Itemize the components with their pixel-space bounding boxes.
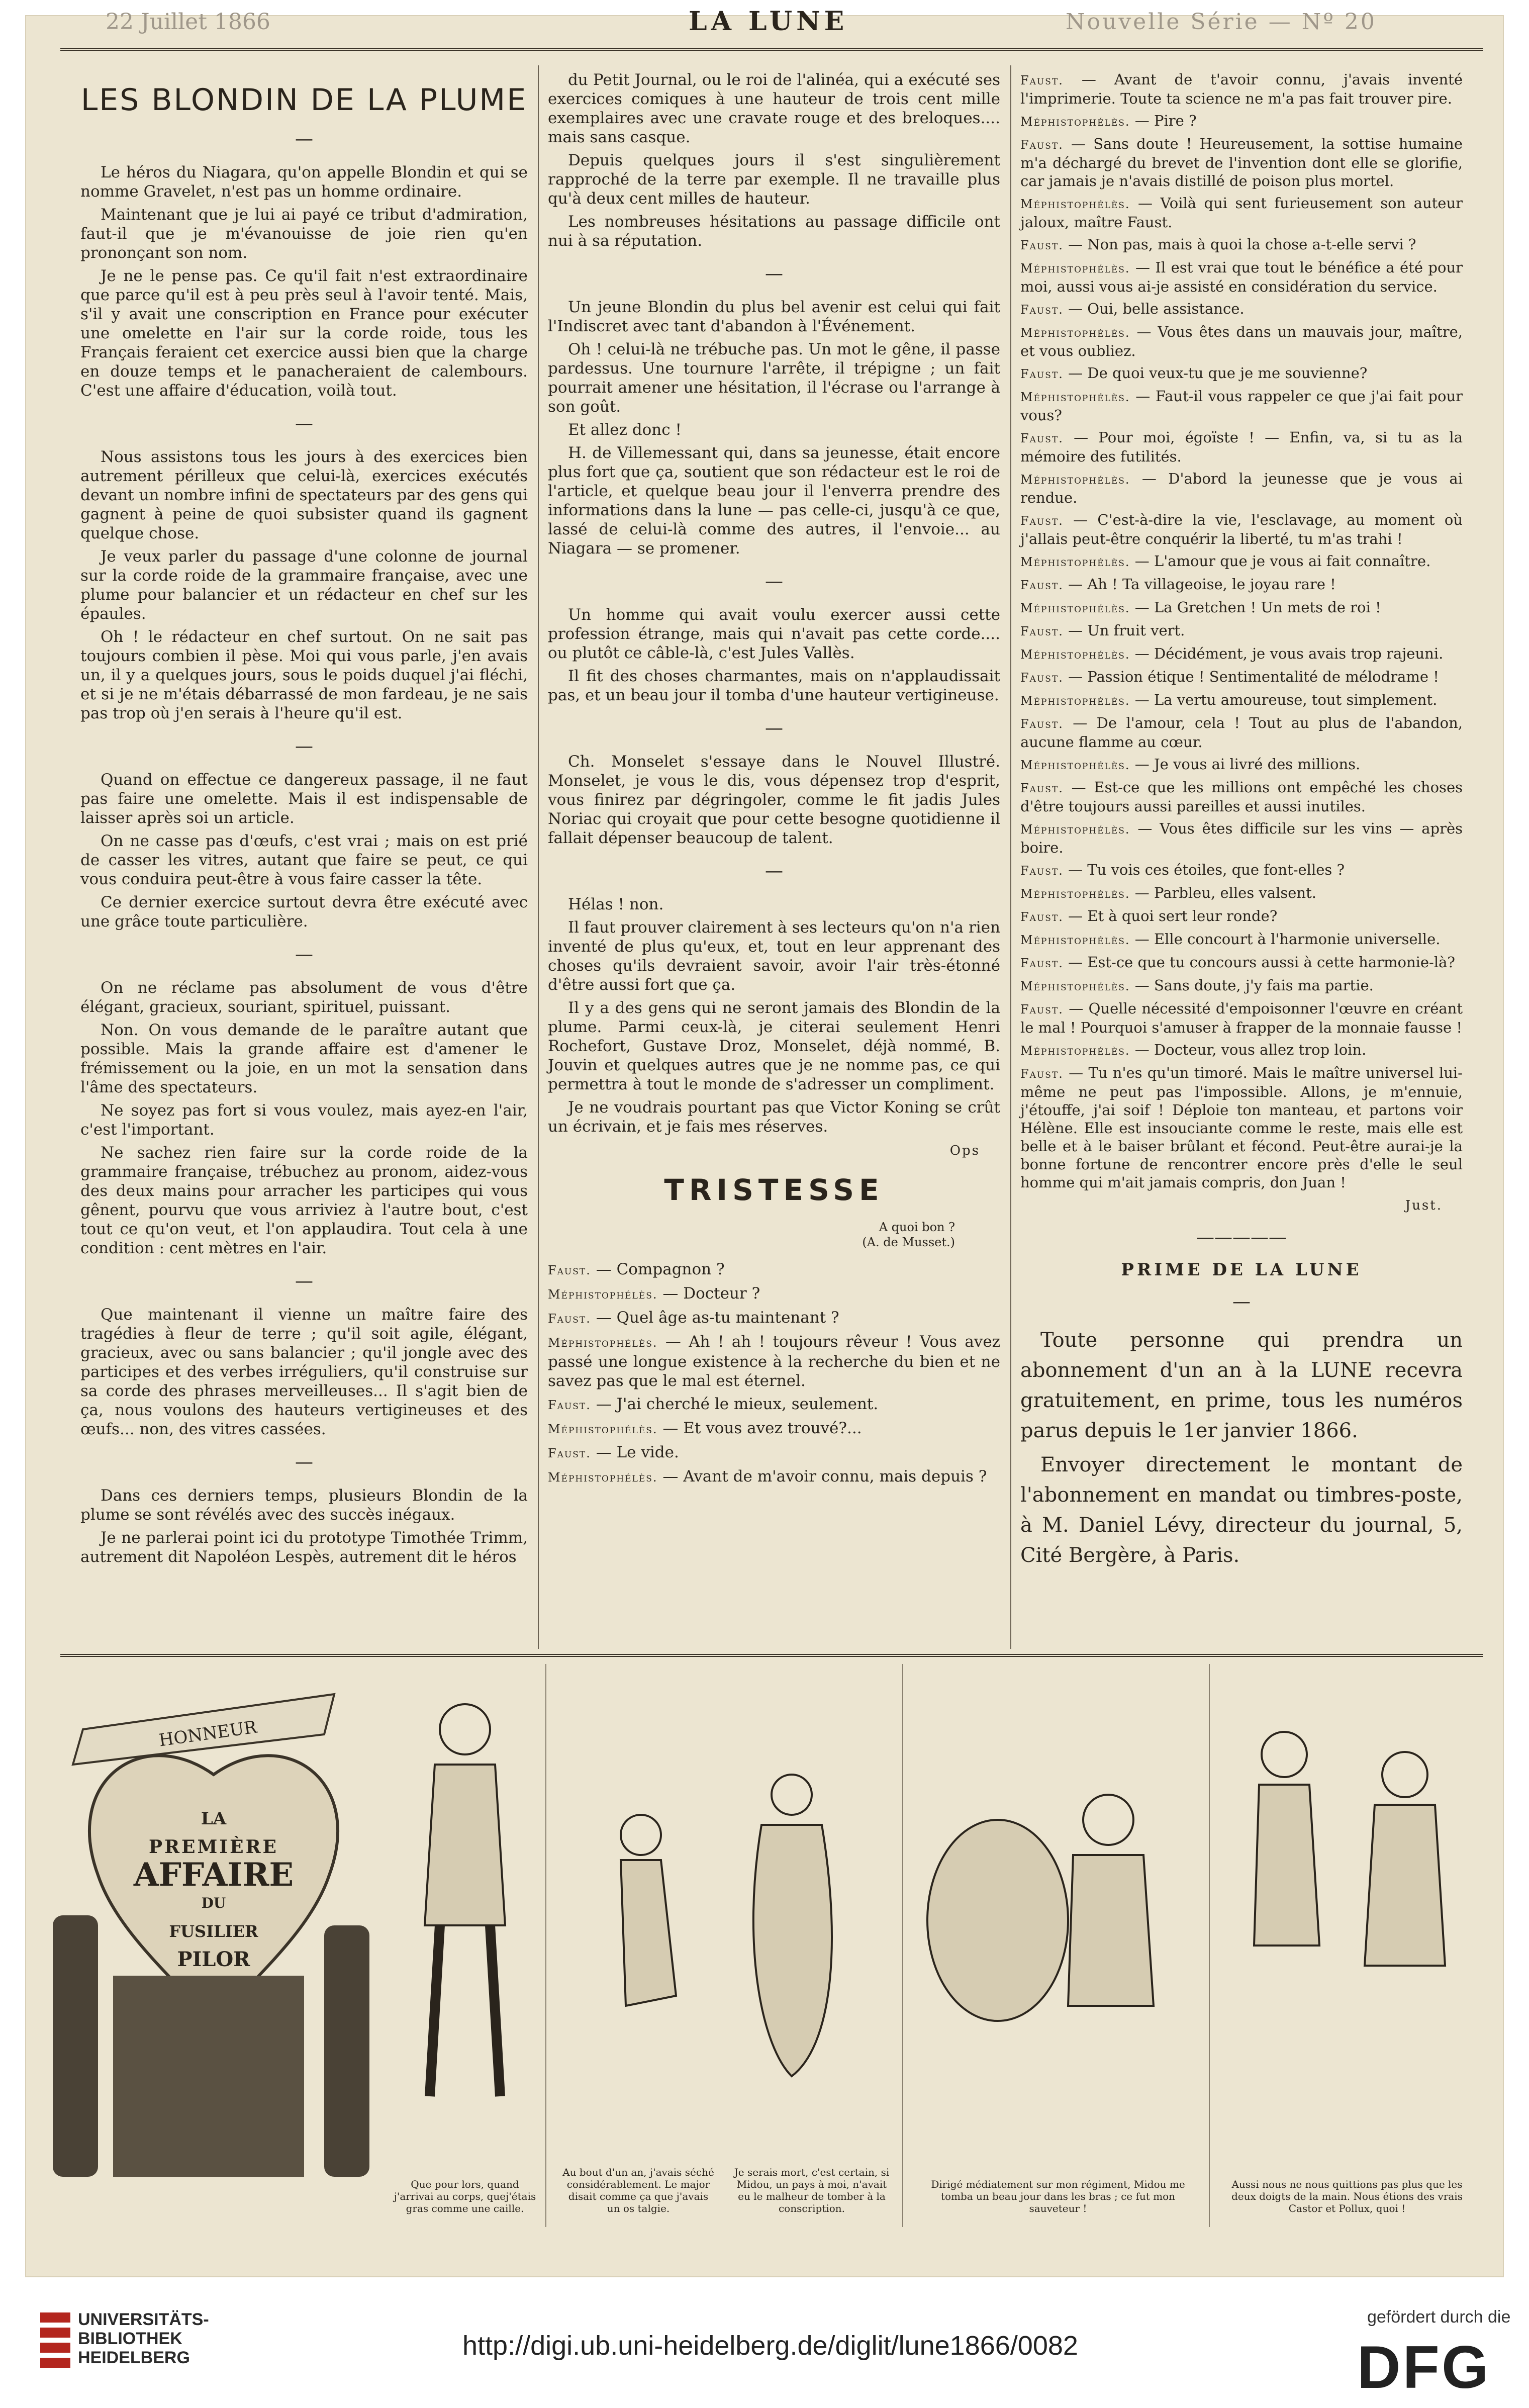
article-body-continued (548, 70, 1000, 1136)
line-text: — Faut-il vous rappeler ce que j'ai fait pour vous? (1020, 388, 1463, 424)
speaker: Faust. (548, 1263, 591, 1277)
caption-3: Je serais mort, c'est certain, si Midou, un pays à moi, n'avait eu le malheur de tomber à la conscription. (734, 2166, 890, 2214)
line-text: — Ah ! ah ! toujours rêveur ! Vous avez passé une longue existence à la recherche du bien et ne savez pas que le mal est éternel. (548, 1333, 1000, 1390)
column-3: Faust. — Avant de t'avoir connu, j'avais inventé l'imprimerie. Toute ta science ne m'a pas fait trouver pire. Méphistophélès. — Pire ? Faust. — Sans doute ! Heureusement, la sottise humaine m'a déchargé du brevet de l'invention dont elle se glorifie, car jamais je n'avais distillé de poison plus mortel. Méphistophélès. — Voilà qui sent furieusement son auteur jaloux, maître Faust. Faust. — Non pas, mais à quoi la chose a-t-elle servi ? Méphistophélès. — Il est vrai que tout le bénéfice a été pour moi, aussi vous ai-je assisté en considération du service. Faust. — Oui, belle assistance. Méphistophélès. — Vous êtes dans un mauvais jour, maître, et vous oubliez. Faust. — De quoi veux-tu que je me souvienne? Méphistophélès. — Faut-il vous rappeler ce que j'ai fait pour vous? Faust. — Pour moi, égoïste ! — Enfin, va, si tu as la mémoire des futilités. Méphistophélès. — D'abord la jeunesse que je vous ai rendue. Faust. — C'est-à-dire la vie, l'esclavage, au moment où j'allais peut-être conquérir la liberté, tu m'as trahi ! Méphistophélès. — L'amour que je vous ai fait connaître. Faust. — Ah ! Ta villageoise, le joyau rare ! Méphistophélès. — La Gretchen ! Un mets de roi ! Faust. — Un fruit vert. Méphistophélès. — Décidément, je vous avais trop rajeuni. Faust. — Passion étique ! Sentimentalité de mélodrame ! Méphistophélès. — La vertu amoureuse, tout simplement. Faust. — De l'amour, cela ! Tout au plus de l'abandon, aucune flamme au cœur. Méphistophélès. — Je vous ai livré des millions. Faust. — Est-ce que les millions ont empêché les choses d'être toujours aussi pareilles et aussi inutiles. Méphistophélès. — Vous êtes difficile sur les vins — après boire. Faust. — Tu vois ces étoiles, que font-elles ? Méphistophélès. — Parbleu, elles valsent. Faust. — Et à quoi sert leur ronde? Méphistophélès. — Elle concourt à l'harmonie universelle. Faust. — Est-ce que tu concours aussi à cette harmonie-là? Méphistophélès. — Sans doute, j'y fais ma partie. Faust. — Quelle nécessité d'empoisonner l'œuvre en créant le mal ! Pourquoi s'amuser à frapper de la monnaie fausse ! Méphistophélès. — Docteur, vous allez trop loin. Faust. — Tu n'es qu'un timoré. Mais le maître universel lui-même ne peut pas l'impossible. Allons, je m'ennuie, j'étouffe, j'ai soif ! Déploie ton manteau, et partons voir Hélène. Elle est insouciante comme le reste, mais elle est belle et à le baiser brûlant et fécond. Peut-être aurai-je la bonne fortune de rencontrer encore près d'elle le seul homme qui m'ait jamais compris, don Juan ! Just. ————— PRIME DE LA LUNE — Toute personne qui prendra un abonnement d'un an à la LUNE recevra gratuitement, en prime, tous les numéros parus depuis le 1er janvier 1866. Envoyer directement le montant de l'abonnement en mandat ou timbres-poste, à M. Daniel Lévy, directeur du journal, 5, Cité Bergère, à Paris. (1020, 70, 1463, 1575)
speaker: Méphistophélès. (548, 1287, 658, 1302)
speaker: Faust. (1020, 956, 1064, 970)
separator: — (765, 571, 783, 592)
dialogue-line (548, 1308, 1000, 1328)
speaker: Faust. (1020, 624, 1064, 638)
paragraph: Envoyer directement le montant de l'abonnement en mandat ou timbres-poste, à M. Daniel Lévy, directeur du journal, 5, Cité Bergère, à Paris. (1020, 1453, 1463, 1567)
line-text: — Docteur ? (657, 1284, 760, 1303)
cartoon-panel-4 (1214, 1664, 1475, 2227)
paragraph: Ce dernier exercice surtout devra être exécuté avec une grâce toute particulière. (80, 893, 528, 931)
paragraph: Que maintenant il vienne un maître faire des tragédies à fleur de terre ; qu'il soit agile, élégant, gracieux, avec ou sans balancier ; qu'il jongle avec des participes et des verbes irréguliers, qu'il construise sur sa corde des phrases merveilleuses... Il s'agit bien de ça, nous voulons des hauteurs vertigineuses et des œufs... non, des vitres cassées. (80, 1306, 528, 1438)
dialogue-line (1020, 953, 1463, 972)
library-logo-icon (40, 2312, 70, 2368)
speaker: Méphistophélès. (1020, 473, 1130, 487)
line-text: — La Gretchen ! Un mets de roi ! (1130, 599, 1381, 616)
line-text: — Pire ? (1130, 112, 1197, 129)
dialogue-line (1020, 819, 1463, 857)
paragraph: On ne casse pas d'œufs, c'est vrai ; mais on est prié de casser les vitres, autant que faire se peut, ce qui vous conduira peut-être à vous faire casser la tête. (80, 832, 528, 888)
speaker: Faust. (1020, 781, 1064, 795)
paragraph: Hélas ! non. (568, 895, 664, 913)
dialogue-line (1020, 323, 1463, 360)
column-divider (1010, 65, 1011, 1649)
speaker: Méphistophélès. (1020, 647, 1130, 662)
dialogue-line (1020, 930, 1463, 949)
speaker: Faust. (1020, 238, 1064, 252)
embracing-soldiers (907, 1694, 1209, 2172)
paragraph: Je veux parler du passage d'une colonne de journal sur la corde roide de la grammaire française, avec une plume pour balancier et un rédacteur en chef sur les épaules. (80, 547, 528, 623)
line-text: — Le vide. (591, 1443, 679, 1461)
column-2 (548, 70, 1000, 1491)
speaker: Méphistophélès. (1020, 326, 1130, 340)
two-soldiers-figures (1214, 1684, 1475, 2162)
paragraph: Un jeune Blondin du plus bel avenir est celui qui fait l'Indiscret avec tant d'abandon à l'Événement. (548, 298, 1000, 335)
line-text: — Elle concourt à l'harmonie universelle. (1130, 931, 1441, 948)
speaker: Faust. (1020, 514, 1064, 528)
paragraph: H. de Villemessant qui, dans sa jeunesse, était encore plus fort que ça, soutient que son rédacteur est le roi de l'article, et quelque beau jour il l'enverra prendre des informations dans la lune — pas celle-ci, jusqu'à ce que, lassé de celui-là comme des autres, il l'envoie... au Niagara — se promener. (548, 444, 1000, 558)
masthead-issue: Nouvelle Série — Nº 20 (1066, 9, 1377, 35)
article-body (80, 163, 528, 1566)
paragraph: Je ne voudrais pourtant pas que Victor Koning se crût un écrivain, et je fais mes réserves. (548, 1098, 1000, 1136)
separator: — (765, 718, 783, 738)
speaker: Méphistophélès. (1020, 261, 1130, 275)
paragraph: Quand on effectue ce dangereux passage, il ne faut pas faire une omelette. Mais il est indispensable de laisser après soi un article. (80, 771, 528, 827)
dialogue-line (548, 1395, 1000, 1415)
caption-4: Dirigé médiatement sur mon régiment, Midou me tomba un beau jour dans les bras ; ce fut mon sauveteur ! (931, 2178, 1185, 2214)
speaker: Méphistophélès. (1020, 979, 1130, 993)
dialogue-line (1020, 428, 1463, 466)
funded-by-label: gefördert durch die (1367, 2307, 1511, 2327)
speaker: Faust. (548, 1446, 591, 1460)
cartoon-panel-2 (550, 1664, 903, 2227)
column-divider (538, 65, 539, 1649)
dialogue-line (548, 1284, 1000, 1304)
line-text: — Avant de t'avoir connu, j'avais inventé l'imprimerie. Toute ta science ne m'a pas fait trouver pire. (1020, 71, 1463, 107)
masthead-rule (60, 48, 1483, 51)
dialogue-line (1020, 387, 1463, 424)
speaker: Méphistophélès. (1020, 758, 1130, 772)
line-text: — Compagnon ? (591, 1260, 725, 1278)
dialogue-line (548, 1467, 1000, 1487)
paragraph: On ne réclame pas absolument de vous d'être élégant, gracieux, souriant, spirituel, puissant. (80, 979, 528, 1016)
separator: — (295, 736, 313, 757)
paragraph: Je ne le pense pas. Ce qu'il fait n'est extraordinaire que parce qu'il est à peu près seul à l'avoir tenté. Mais, s'il y avait une conscription en France pour exécuter une omelette en l'air sur la corde roide, tous les Français feraient cet exercice aussi bien que la charge en douze temps et le panacheraient de calembours. C'est une affaire d'éducation, voilà tout. (80, 267, 528, 400)
source-url-link[interactable]: http://digi.ub.uni-heidelberg.de/diglit/lune1866/0082 (462, 2331, 1078, 2361)
dialogue-line (1020, 755, 1463, 774)
column-1: LES BLONDIN DE LA PLUME — Le héros du Niagara, qu'on appelle Blondin et qui se nomme Gravelet, n'est pas un homme ordinaire. Maintenant que je lui ai payé ce tribut d'admiration, faut-il que je m'évanouisse de joie rien qu'en prononçant son nom. Je ne le pense pas. Ce qu'il fait n'est extraordinaire que parce qu'il est à peu près seul à l'avoir tenté. Mais, s'il y avait une conscription en France pour exécuter une omelette en l'air sur la corde roide, tous les Français feraient cet exercice aussi bien que la charge en douze temps et le panacheraient de calembours. C'est une affaire d'éducation, voilà tout. — Nous assistons tous les jours à des exercices bien autrement périlleux que celui-là, exercices exécutés devant un nombre infini de spectateurs par des gens qui gagnent à peine de quoi subsister quand ils gagnent quelque chose. Je veux parler du passage d'une colonne de journal sur la corde roide de la grammaire française, avec une plume pour balancier et un rédacteur en chef sur les épaules. Oh ! le rédacteur en chef surtout. On ne sait pas toujours combien il pèse. Moi qui vous parle, j'en avais un, il y a quelques jours, sous le poids duquel j'ai fléchi, et si je ne m'étais débarrassé de mon fardeau, je ne sais pas trop où j'en serais à l'heure qu'il est. — Quand on effectue ce dangereux passage, il ne faut pas faire une omelette. Mais il est indispensable de laisser après soi un article. On ne casse pas d'œufs, c'est vrai ; mais on est prié de casser les vitres, autant que faire se peut, ce qui vous conduira peut-être à vous faire casser la tête. Ce dernier exercice surtout devra être exécuté avec une grâce toute particulière. — On ne réclame pas absolument de vous d'être élégant, gracieux, souriant, spirituel, puissant. Non. On vous demande de le paraître autant que possible. Mais la grande affaire est d'amener le frémissement ou la joie, en un mot la sensation dans l'âme des spectateurs. Ne soyez pas fort si vous voulez, mais ayez-en l'air, c'est l'important. Ne sachez rien faire sur la corde roide de la grammaire française, trébuchez au pronom, aidez-vous des deux mains pour arracher les participes qui vous gênent, pourvu que vous arriviez à l'autre bout, c'est tout ce qu'on veut, et l'on applaudira. Tout cela à une condition : cent mètres en l'air. — Que maintenant il vienne un maître faire des tragédies à fleur de terre ; qu'il soit agile, élégant, gracieux, avec ou sans balancier ; qu'il jongle avec des participes et des verbes irréguliers, qu'il construise sur sa corde des phrases merveilleuses... Il s'agit bien de ça, nous voulons des hauteurs vertigineuses et des œufs... non, des vitres cassées. — Dans ces derniers temps, plusieurs Blondin de la plume se sont révélés avec des succès inégaux. Je ne parlerai point ici du prototype Timothée Trimm, autrement dit Napoléon Lespès, autrement dit le héros (80, 82, 528, 1566)
speaker: Méphistophélès. (1020, 555, 1130, 569)
dialogue-line (1020, 668, 1463, 687)
speaker: Faust. (548, 1312, 591, 1326)
paragraph: Il fit des choses charmantes, mais on n'applaudissait pas, et un beau jour il tomba d'une hauteur vertigineuse. (548, 667, 1000, 704)
line-text: — C'est-à-dire la vie, l'esclavage, au moment où j'allais peut-être conquérir la liberté, tu m'as trahi ! (1020, 511, 1463, 547)
paragraph: Oh ! le rédacteur en chef surtout. On ne sait pas toujours combien il pèse. Moi qui vous parle, j'en avais un, il y a quelques jours, sous le poids duquel j'ai fléchi, et si je ne m'étais débarrassé de mon fardeau, je ne sais pas trop où j'en serais à l'heure qu'il est. (80, 628, 528, 722)
paragraph: Le héros du Niagara, qu'on appelle Blondin et qui se nomme Gravelet, n'est pas un homme ordinaire. (80, 163, 528, 201)
dialogue-line (1020, 976, 1463, 995)
paragraph: Non. On vous demande de le paraître autant que possible. Mais la grande affaire est d'amener le frémissement ou la joie, en un mot la sensation dans l'âme des spectateurs. (80, 1021, 528, 1096)
cartoon-panel-3 (907, 1664, 1210, 2227)
dialogue-line (1020, 861, 1463, 880)
prime-title: PRIME DE LA LUNE (1121, 1260, 1362, 1280)
dialogue-line (1020, 70, 1463, 108)
speaker: Méphistophélès. (1020, 694, 1130, 708)
paragraph: Depuis quelques jours il s'est singulièrement rapproché de la terre par exemple. Il ne travaille plus qu'à deux cent milles de hauteur. (548, 151, 1000, 208)
line-text: — Vous êtes dans un mauvais jour, maître, et vous oubliez. (1020, 323, 1463, 359)
dialogue-line (1020, 112, 1463, 131)
line-text: — La vertu amoureuse, tout simplement. (1130, 691, 1438, 708)
line-text: — Pour moi, égoïste ! — Enfin, va, si tu as la mémoire des futilités. (1020, 429, 1463, 465)
dfg-logo: DFG (1357, 2334, 1491, 2401)
dialogue-line (1020, 258, 1463, 296)
line-text: — Décidément, je vous avais trop rajeuni. (1130, 645, 1444, 662)
digitization-footer (0, 2292, 1529, 2408)
speaker: Méphistophélès. (548, 1470, 658, 1485)
cartoon-strip (43, 1664, 1480, 2227)
soldier-figure (390, 1684, 540, 2137)
dialogue-line (548, 1260, 1000, 1280)
speaker: Faust. (1020, 671, 1064, 685)
speaker: Faust. (1020, 1067, 1064, 1081)
paragraph: Et allez donc ! (568, 421, 682, 439)
line-text: — Ah ! Ta villageoise, le joyau rare ! (1063, 576, 1336, 593)
line-text: — Passion étique ! Sentimentalité de mélodrame ! (1063, 668, 1439, 685)
paragraph: Ne sachez rien faire sur la corde roide de la grammaire française, trébuchez au pronom, aidez-vous des deux mains pour arracher les participes qui vous gênent, pourvu que vous arriviez à l'autre bout, c'est tout ce qu'on veut, et l'on applaudira. Tout cela à une condition : cent mètres en l'air. (80, 1144, 528, 1257)
separator: — (295, 1452, 313, 1472)
dialogue-line (1020, 552, 1463, 571)
masthead-title: LA LUNE (689, 6, 848, 37)
prime-notice (1020, 1325, 1463, 1570)
paragraph: Oh ! celui-là ne trébuche pas. Un mot le gêne, il passe pardessus. Une tournure l'arrête, il trépigne ; un fait pourrait amener une hésitation, il l'écrase ou l'arrange à son goût. (548, 340, 1000, 416)
line-text: — Est-ce que les millions ont empêché les choses d'être toujours aussi pareilles et aussi inutiles. (1020, 779, 1463, 815)
dialogue-line (1020, 364, 1463, 383)
speaker: Faust. (1020, 431, 1064, 445)
dialogue-line (1020, 907, 1463, 926)
speaker: Méphistophélès. (1020, 390, 1130, 404)
paragraph: Toute personne qui prendra un abonnement d'un an à la LUNE recevra gratuitement, en prime, tous les numéros parus depuis le 1er janvier 1866. (1020, 1329, 1463, 1442)
columns-bottom-rule (60, 1654, 1483, 1657)
paragraph: Il y a des gens qui ne seront jamais des Blondin de la plume. Parmi ceux-là, je citerai seulement Henri Rochefort, Gustave Droz, Monselet, déjà nommé, B. Jouvin et quelques autres que je ne nomme pas, ce qui permettra à tout le monde de s'adresser un compliment. (548, 999, 1000, 1093)
speaker: Faust. (1020, 1002, 1064, 1016)
section-title: TRISTESSE (664, 1173, 884, 1207)
paragraph: Un homme qui avait voulu exercer aussi cette profession étrange, mais qui n'avait pas cette corde.... ou plutôt ce câble-là, c'est Jules Vallès. (548, 606, 1000, 662)
dialogue-line (1020, 300, 1463, 319)
masthead-date: 22 Juillet 1866 (106, 9, 270, 35)
paragraph: Je ne parlerai point ici du prototype Timothée Trimm, autrement dit Napoléon Lespès, autrement dit le héros (80, 1529, 528, 1566)
separator: — (295, 1271, 313, 1291)
line-text: — Non pas, mais à quoi la chose a-t-elle servi ? (1063, 236, 1416, 253)
paragraph: Dans ces derniers temps, plusieurs Blondin de la plume se sont révélés avec des succès inégaux. (80, 1487, 528, 1524)
line-text: — J'ai cherché le mieux, seulement. (591, 1395, 879, 1413)
line-text: — Je vous ai livré des millions. (1130, 756, 1361, 773)
dialogue-line (548, 1332, 1000, 1391)
speaker: Méphistophélès. (1020, 822, 1130, 837)
speaker: Faust. (1020, 73, 1064, 87)
line-text: — Et vous avez trouvé?... (657, 1419, 862, 1437)
line-text: — Vous êtes difficile sur les vins — après boire. (1020, 820, 1463, 856)
line-text: — Tu n'es qu'un timoré. Mais le maître universel lui-même ne peut pas l'impossible. Allons, je m'ennuie, j'étouffe, j'ai soif ! Déploie ton manteau, et partons voir Hélène. Elle est insouciante comme le reste, mais elle est belle et à le baiser brûlant et fécond. Peut-être aurai-je la bonne fortune de rencontrer encore près d'elle le seul homme qui m'ait jamais compris, don Juan ! (1020, 1064, 1463, 1191)
dialogue-line (1020, 999, 1463, 1037)
caption-2: Au bout d'un an, j'avais séché considérablement. Le major disait comme ça que j'avais un os talgie. (562, 2166, 714, 2214)
speaker: Faust. (1020, 717, 1064, 731)
line-text: — Un fruit vert. (1063, 622, 1185, 639)
speaker: Méphistophélès. (1020, 601, 1130, 615)
dialogue-line (1020, 1064, 1463, 1191)
dialogue-line (1020, 135, 1463, 190)
speaker: Faust. (548, 1398, 591, 1412)
paragraph: Nous assistons tous les jours à des exercices bien autrement périlleux que celui-là, exercices exécutés devant un nombre infini de spectateurs par des gens qui gagnent à peine de quoi subsister quand ils gagnent quelque chose. (80, 448, 528, 542)
dialogue-line (1020, 691, 1463, 710)
dialogue-line (1020, 644, 1463, 664)
dialogue-line (1020, 884, 1463, 903)
dialogue-line (1020, 511, 1463, 548)
speaker: Faust. (1020, 367, 1064, 381)
separator: — (295, 413, 313, 434)
caption-1: Que pour lors, quand j'arrivai au corps, quej'étais gras comme une caille. (394, 2178, 536, 2214)
dialogue-line (548, 1443, 1000, 1463)
paragraph: du Petit Journal, ou le roi de l'alinéa, qui a exécuté ses exercices comiques à une hauteur de trois cent mille exemplaires avec une cravate rouge et des breloques.... mais sans casque. (548, 71, 1000, 146)
line-text: — Docteur, vous allez trop loin. (1130, 1041, 1367, 1058)
line-text: — Parbleu, elles valsent. (1130, 884, 1316, 901)
paragraph: Ne soyez pas fort si vous voulez, mais ayez-en l'air, c'est l'important. (80, 1101, 528, 1139)
speaker: Méphistophélès. (548, 1336, 658, 1350)
line-text: — Quelle nécessité d'empoisonner l'œuvre en créant le mal ! Pourquoi s'amuser à frapper de la monnaie fausse ! (1020, 1000, 1463, 1036)
dialogue-line (1020, 235, 1463, 254)
line-text: — De l'amour, cela ! Tout au plus de l'abandon, aucune flamme au cœur. (1020, 714, 1463, 751)
article-title: LES BLONDIN DE LA PLUME (80, 82, 528, 118)
line-text: — De quoi veux-tu que je me souvienne? (1063, 364, 1368, 382)
paragraph: Maintenant que je lui ai payé ce tribut d'admiration, faut-il que je m'évanouisse de joie rien qu'en prononçant son nom. (80, 206, 528, 262)
separator: — (765, 263, 783, 284)
speaker: Méphistophélès. (1020, 197, 1130, 211)
heart-text: LA PREMIÈRE AFFAIRE DU FUSILIER PILOR (133, 1809, 294, 1971)
separator: — (295, 944, 313, 965)
line-text: — D'abord la jeunesse que je vous ai rendue. (1020, 470, 1463, 506)
line-text: — Quel âge as-tu maintenant ? (591, 1309, 839, 1327)
signature: Ops (949, 1143, 980, 1158)
epigraph: A quoi bon ? (A. de Musset.) (862, 1220, 955, 1249)
dialogue-line (1020, 621, 1463, 640)
line-text: — Oui, belle assistance. (1063, 300, 1245, 317)
speaker: Faust. (1020, 910, 1064, 924)
line-text: — Tu vois ces étoiles, que font-elles ? (1063, 861, 1345, 878)
dialogue-line (548, 1419, 1000, 1439)
dialogue-line (1020, 1041, 1463, 1060)
paragraph: Ch. Monselet s'essaye dans le Nouvel Illustré. Monselet, je vous le dis, vous dépensez trop d'esprit, vous finirez par dégringoler, comme le fit jadis Jules Noriac qui croyait que pour cette besogne quotidienne il fallait dépenser beaucoup de talent. (548, 753, 1000, 847)
line-text: — Voilà qui sent furieusement son auteur jaloux, maître Faust. (1020, 195, 1463, 231)
speaker: Méphistophélès. (1020, 887, 1130, 901)
line-text: — Avant de m'avoir connu, mais depuis ? (657, 1467, 987, 1486)
dialogue-continued (1020, 70, 1463, 1191)
line-text: — Il est vrai que tout le bénéfice a été pour moi, aussi vous ai-je assisté en considération du service. (1020, 259, 1463, 295)
speaker: Faust. (1020, 138, 1064, 152)
speaker: Faust. (1020, 578, 1064, 592)
signature: Just. (1405, 1198, 1443, 1213)
line-text: — Et à quoi sert leur ronde? (1063, 907, 1278, 924)
dialogue-line (1020, 194, 1463, 231)
speaker: Faust. (1020, 864, 1064, 878)
paragraph: Les nombreuses hésitations au passage difficile ont nui à sa réputation. (548, 213, 1000, 250)
svg-text:HONNEUR: HONNEUR (157, 1717, 258, 1751)
line-text: — Sans doute ! Heureusement, la sottise humaine m'a déchargé du brevet de l'invention dont elle se glorifie, car jamais je n'avais distillé de poison plus mortel. (1020, 135, 1463, 190)
speaker: Méphistophélès. (1020, 115, 1130, 129)
speaker: Méphistophélès. (548, 1422, 658, 1436)
caption-5: Aussi nous ne nous quittions pas plus que les deux doigts de la main. Nous étions des vrais Castor et Pollux, quoi ! (1231, 2178, 1463, 2214)
dialogue-line (1020, 714, 1463, 751)
separator: — (765, 861, 783, 881)
speaker: Méphistophélès. (1020, 1044, 1130, 1058)
paragraph: Il faut prouver clairement à ses lecteurs qu'on n'a rien inventé de plus qu'eux, et, tout en leur apprenant des choses qu'ils devraient savoir, avoir l'air très-étonné d'être aussi fort que ça. (548, 918, 1000, 994)
dialogue-line (1020, 470, 1463, 507)
line-text: — Sans doute, j'y fais ma partie. (1130, 977, 1374, 994)
thin-soldier-figures (550, 1694, 902, 2172)
speaker: Méphistophélès. (1020, 933, 1130, 947)
dialogue-line (1020, 778, 1463, 815)
dialogue-line (1020, 575, 1463, 594)
library-name: UNIVERSITÄTS- BIBLIOTHEK HEIDELBERG (78, 2310, 209, 2367)
line-text: — L'amour que je vous ai fait connaître. (1130, 552, 1431, 570)
line-text: — Est-ce que tu concours aussi à cette harmonie-là? (1063, 954, 1455, 971)
cartoon-panel-1 (43, 1664, 546, 2227)
dialogue (548, 1260, 1000, 1487)
speaker: Faust. (1020, 303, 1064, 317)
masthead (60, 0, 1468, 40)
dialogue-line (1020, 598, 1463, 617)
